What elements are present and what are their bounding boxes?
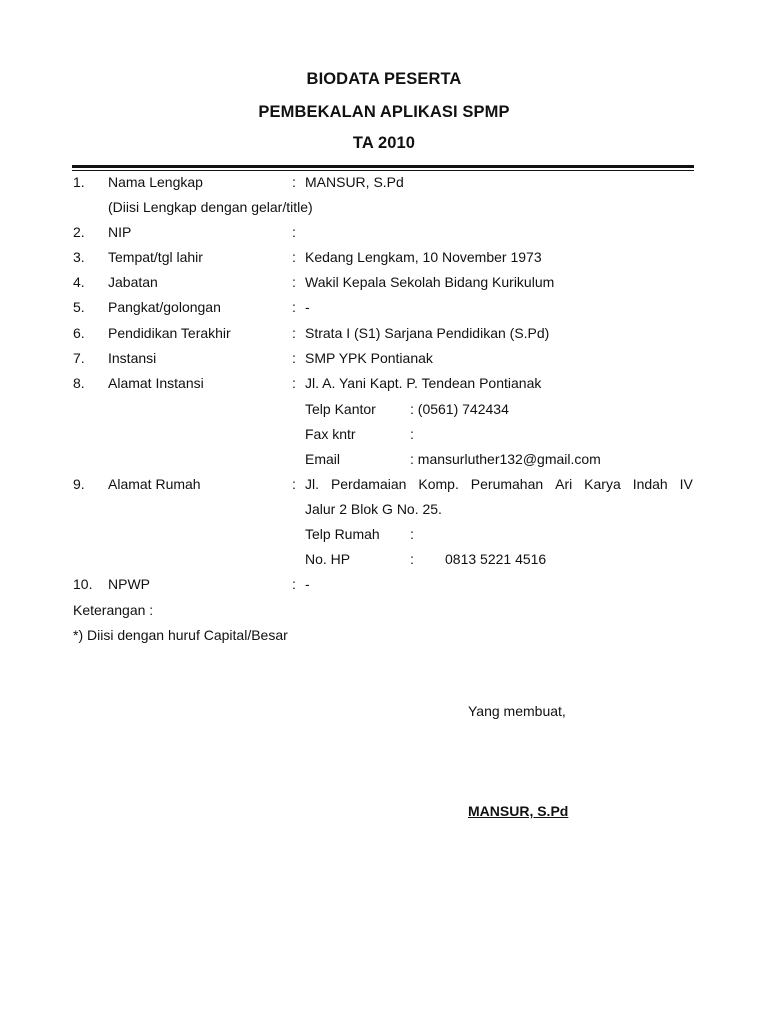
- office-phone-value: : (0561) 742434: [410, 401, 509, 417]
- row-1-colon: :: [292, 174, 296, 190]
- row-10-number: 10.: [73, 576, 93, 592]
- row-2-label: NIP: [108, 224, 132, 240]
- row-10-value: -: [305, 576, 310, 592]
- row-8-label: Alamat Instansi: [108, 375, 204, 391]
- title-line-1: BIODATA PESERTA: [306, 70, 462, 88]
- row-7-label: Instansi: [108, 350, 157, 366]
- address-word: Komp.: [418, 476, 459, 492]
- row-3-number: 3.: [73, 249, 85, 265]
- row-6-number: 6.: [73, 325, 85, 341]
- row-5-number: 5.: [73, 299, 85, 315]
- address-word: Karya: [584, 476, 621, 492]
- signature-closing: Yang membuat,: [468, 703, 566, 719]
- row-9-colon: :: [292, 476, 296, 492]
- address-word: Perumahan: [470, 476, 544, 492]
- row-3-value: Kedang Lengkam, 10 November 1973: [305, 249, 542, 265]
- row-10-colon: :: [292, 576, 296, 592]
- row-9-label: Alamat Rumah: [108, 476, 201, 492]
- title-line-3: TA 2010: [352, 134, 416, 152]
- row-2-colon: :: [292, 224, 296, 240]
- row-7-value: SMP YPK Pontianak: [305, 350, 433, 366]
- home-phone-value: :: [410, 526, 414, 542]
- row-4-number: 4.: [73, 274, 85, 290]
- row-8-number: 8.: [73, 375, 85, 391]
- row-1-label: Nama Lengkap: [108, 174, 203, 190]
- row-4-value: Wakil Kepala Sekolah Bidang Kurikulum: [305, 274, 555, 290]
- header-divider-thin: [72, 170, 694, 171]
- address-word: Ari: [555, 476, 573, 492]
- row-8-value: Jl. A. Yani Kapt. P. Tendean Pontianak: [305, 375, 542, 391]
- office-fax-value: :: [410, 426, 414, 442]
- row-6-colon: :: [292, 325, 296, 341]
- row-4-label: Jabatan: [108, 274, 158, 290]
- office-fax-label: Fax kntr: [305, 426, 356, 442]
- row-6-value: Strata I (S1) Sarjana Pendidikan (S.Pd): [305, 325, 550, 341]
- email-value: : mansurluther132@gmail.com: [410, 451, 601, 467]
- row-9-value-line-2: Jalur 2 Blok G No. 25.: [305, 501, 442, 517]
- row-5-value: -: [305, 299, 310, 315]
- row-7-colon: :: [292, 350, 296, 366]
- email-label: Email: [305, 451, 341, 467]
- row-10-label: NPWP: [108, 576, 150, 592]
- row-1-value: MANSUR, S.Pd: [305, 174, 404, 190]
- row-7-number: 7.: [73, 350, 85, 366]
- title-line-2: PEMBEKALAN APLIKASI SPMP: [258, 103, 510, 121]
- row-6-label: Pendidikan Terakhir: [108, 325, 231, 341]
- row-5-label: Pangkat/golongan: [108, 299, 221, 315]
- notes-text: *) Diisi dengan huruf Capital/Besar: [73, 627, 288, 643]
- mobile-colon: :: [410, 551, 414, 567]
- mobile-label: No. HP: [305, 551, 351, 567]
- row-3-label: Tempat/tgl lahir: [108, 249, 203, 265]
- row-8-colon: :: [292, 375, 296, 391]
- row-9-number: 9.: [73, 476, 85, 492]
- row-5-colon: :: [292, 299, 296, 315]
- mobile-value: 0813 5221 4516: [445, 551, 547, 567]
- home-phone-label: Telp Rumah: [305, 526, 380, 542]
- address-word: IV: [679, 476, 693, 492]
- signature-name: MANSUR, S.Pd: [468, 803, 569, 819]
- address-word: Perdamaian: [330, 476, 407, 492]
- row-3-colon: :: [292, 249, 296, 265]
- row-4-colon: :: [292, 274, 296, 290]
- row-2-number: 2.: [73, 224, 85, 240]
- row-1-note: (Diisi Lengkap dengan gelar/title): [108, 199, 313, 215]
- address-word: Jl.: [305, 476, 319, 492]
- header-divider-thick: [72, 165, 694, 168]
- row-9-value-line-1: [305, 475, 693, 493]
- notes-title: Keterangan :: [73, 602, 154, 618]
- row-1-number: 1.: [73, 174, 85, 190]
- office-phone-label: Telp Kantor: [305, 401, 376, 417]
- address-word: Indah: [632, 476, 668, 492]
